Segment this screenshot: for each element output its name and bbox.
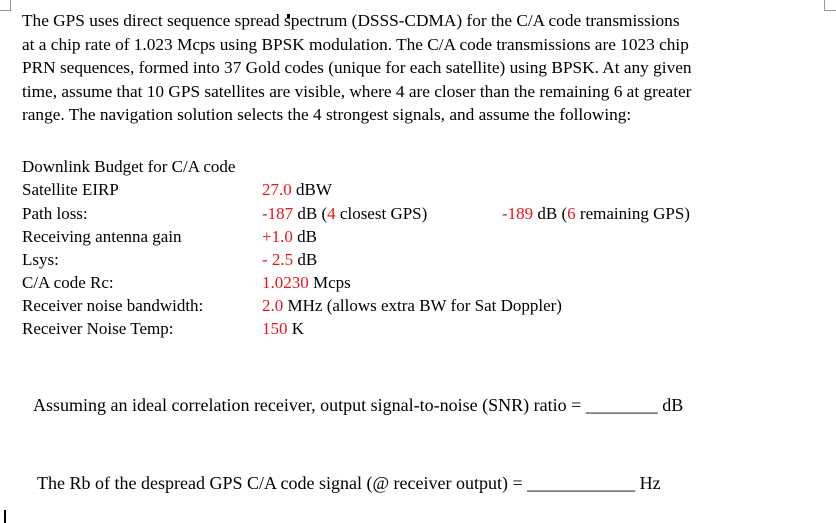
answer-unit: Hz [635, 473, 661, 493]
budget-alt-note: remaining GPS) [575, 204, 690, 223]
budget-label: Satellite EIRP [22, 180, 119, 199]
budget-label: C/A code Rc: [22, 273, 114, 292]
budget-alt-unit: dB ( [533, 204, 568, 223]
budget-value: 27.0 [262, 180, 292, 199]
budget-value: 1.0230 [262, 273, 309, 292]
budget-unit: MHz (allows extra BW for Sat Doppler) [283, 296, 562, 315]
question-snr [33, 395, 683, 416]
budget-row [22, 227, 317, 247]
answer-unit: dB [657, 395, 684, 415]
cursor-mark-bottom-left [4, 510, 6, 523]
budget-value: -187 [262, 204, 294, 223]
budget-unit: dB [293, 250, 318, 269]
budget-row [22, 319, 305, 339]
budget-unit: dB ( [293, 204, 328, 223]
budget-label: Receiver Noise Temp: [22, 319, 174, 338]
budget-count: 4 [327, 204, 336, 223]
budget-unit: dBW [291, 180, 332, 199]
budget-label: Receiving antenna gain [22, 227, 182, 246]
intro-paragraph [22, 9, 822, 127]
intro-line: range. The navigation solution selects the 4 strongest signals, and assume the following: [22, 105, 632, 125]
budget-note: closest GPS) [335, 204, 428, 223]
budget-value: +1.0 [262, 227, 293, 246]
budget-label: Lsys: [22, 250, 59, 269]
budget-value: - 2.5 [262, 250, 294, 269]
budget-title: Downlink Budget for C/A code [22, 157, 236, 176]
budget-label: Receiver noise bandwidth: [22, 296, 204, 315]
budget-label: Path loss: [22, 204, 88, 223]
answer-blank[interactable]: ________ [585, 395, 658, 415]
budget-value: 150 [262, 319, 288, 338]
intro-line: The GPS uses direct sequence spread spectrum (DSSS-CDMA) for the C/A code transmissions [22, 11, 680, 30]
question-rb [37, 473, 661, 494]
budget-unit: Mcps [308, 273, 351, 292]
budget-unit: K [287, 319, 305, 338]
corner-mark-top-left [0, 0, 11, 11]
budget-row [22, 180, 332, 200]
budget-row [22, 273, 351, 293]
question-text: Assuming an ideal correlation receiver, output signal-to-noise (SNR) ratio = [33, 395, 586, 415]
budget-row [22, 250, 318, 270]
intro-line: at a chip rate of 1.023 Mcps using BPSK modulation. The C/A code transmissions are 1023 chip [22, 34, 689, 54]
intro-line: PRN sequences, formed into 37 Gold codes (unique for each satellite) using BPSK. At any given [22, 58, 692, 78]
budget-row [22, 296, 562, 316]
question-text: The Rb of the despread GPS C/A code signal (@ receiver output) = [37, 473, 528, 493]
budget-unit: dB [292, 227, 317, 246]
answer-blank[interactable]: ____________ [527, 473, 636, 493]
corner-mark-top-right [824, 0, 836, 11]
budget-value: 2.0 [262, 296, 284, 315]
intro-line: time, assume that 10 GPS satellites are visible, where 4 are closer than the remaining 6 at greater [22, 81, 692, 101]
budget-row [22, 204, 690, 224]
budget-alt-value: -189 [502, 204, 534, 223]
budget-alt-count: 6 [567, 204, 576, 223]
